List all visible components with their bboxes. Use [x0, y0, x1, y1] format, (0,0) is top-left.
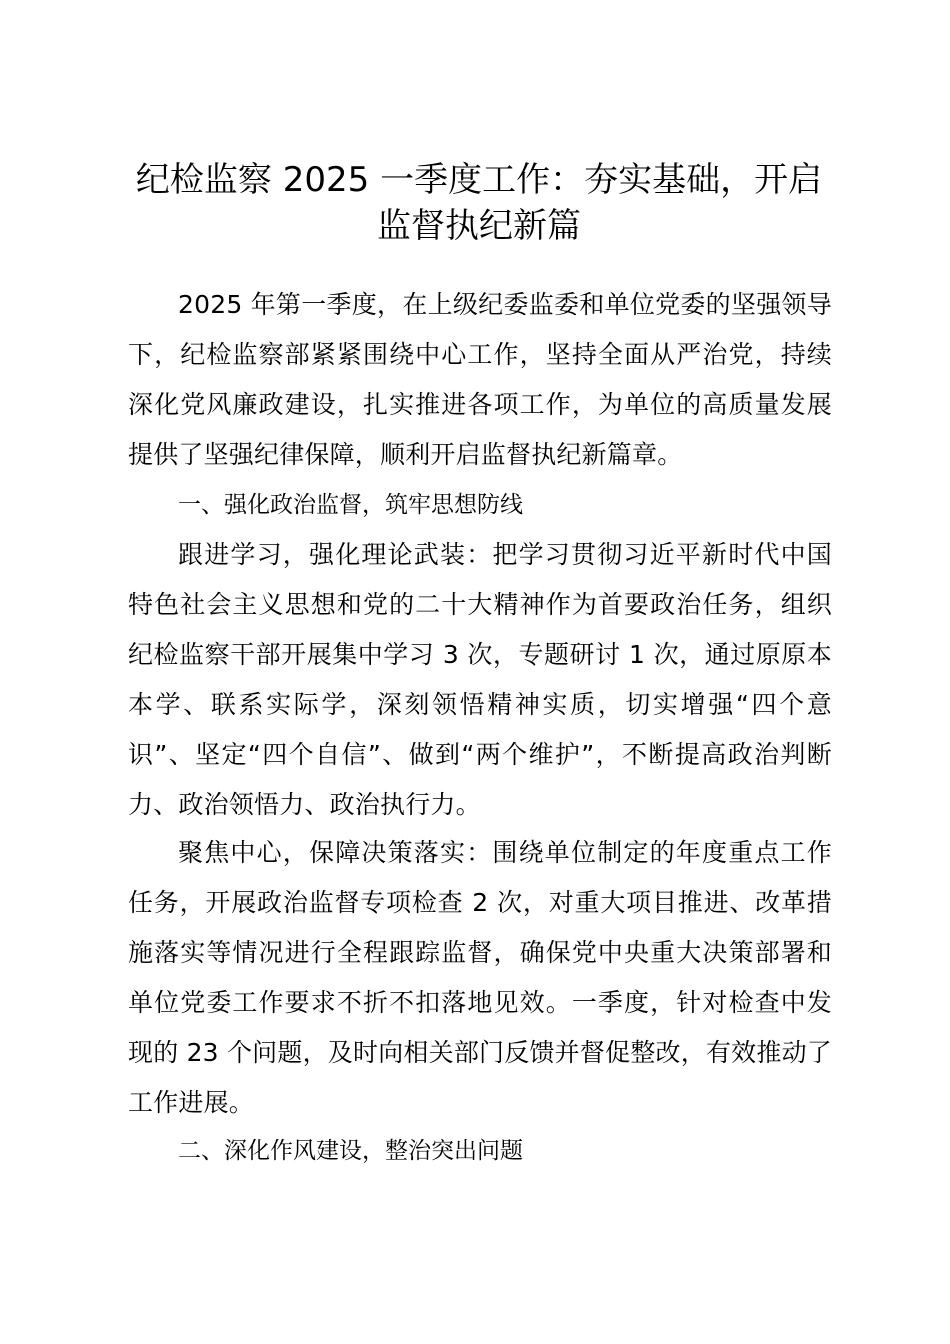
focus-paragraph: 聚焦中心，保障决策落实：围绕单位制定的年度重点工作任务，开展政治监督专项检查 2 次，对重大项目推进、改革措施落实等情况进行全程跟踪监督，确保党中央重大决策部署和单位党委工作要求不折不扣落地见效。一季度，针对检查中发现的 23 个问题，及时向相关部门反馈并督促整改，有效推动了工作进展。 [128, 838, 832, 1117]
section-heading-2: 二、深化作风建设，整治突出问题 [178, 1138, 523, 1164]
section-heading-1: 一、强化政治监督，筑牢思想防线 [178, 492, 523, 518]
intro-paragraph: 2025 年第一季度，在上级纪委监委和单位党委的坚强领导下，纪检监察部紧紧围绕中心工作，坚持全面从严治党，持续深化党风廉政建设，扎实推进各项工作，为单位的高质量发展提供了坚强纪律保障，顺利开启监督执纪新篇章。 [128, 290, 832, 469]
study-paragraph: 跟进学习，强化理论武装：把学习贯彻习近平新时代中国特色社会主义思想和党的二十大精神作为首要政治任务，组织纪检监察干部开展集中学习 3 次，专题研讨 1 次，通过原原本本学、联系实际学，深刻领悟精神实质，切实增强“四个意识”、坚定“四个自信”、做到“两个维护”，不断提高政治判断力、政治领悟力、政治执行力。 [128, 540, 832, 819]
document-title: 纪检监察 2025 一季度工作：夯实基础，开启监督执纪新篇 [135, 160, 823, 246]
